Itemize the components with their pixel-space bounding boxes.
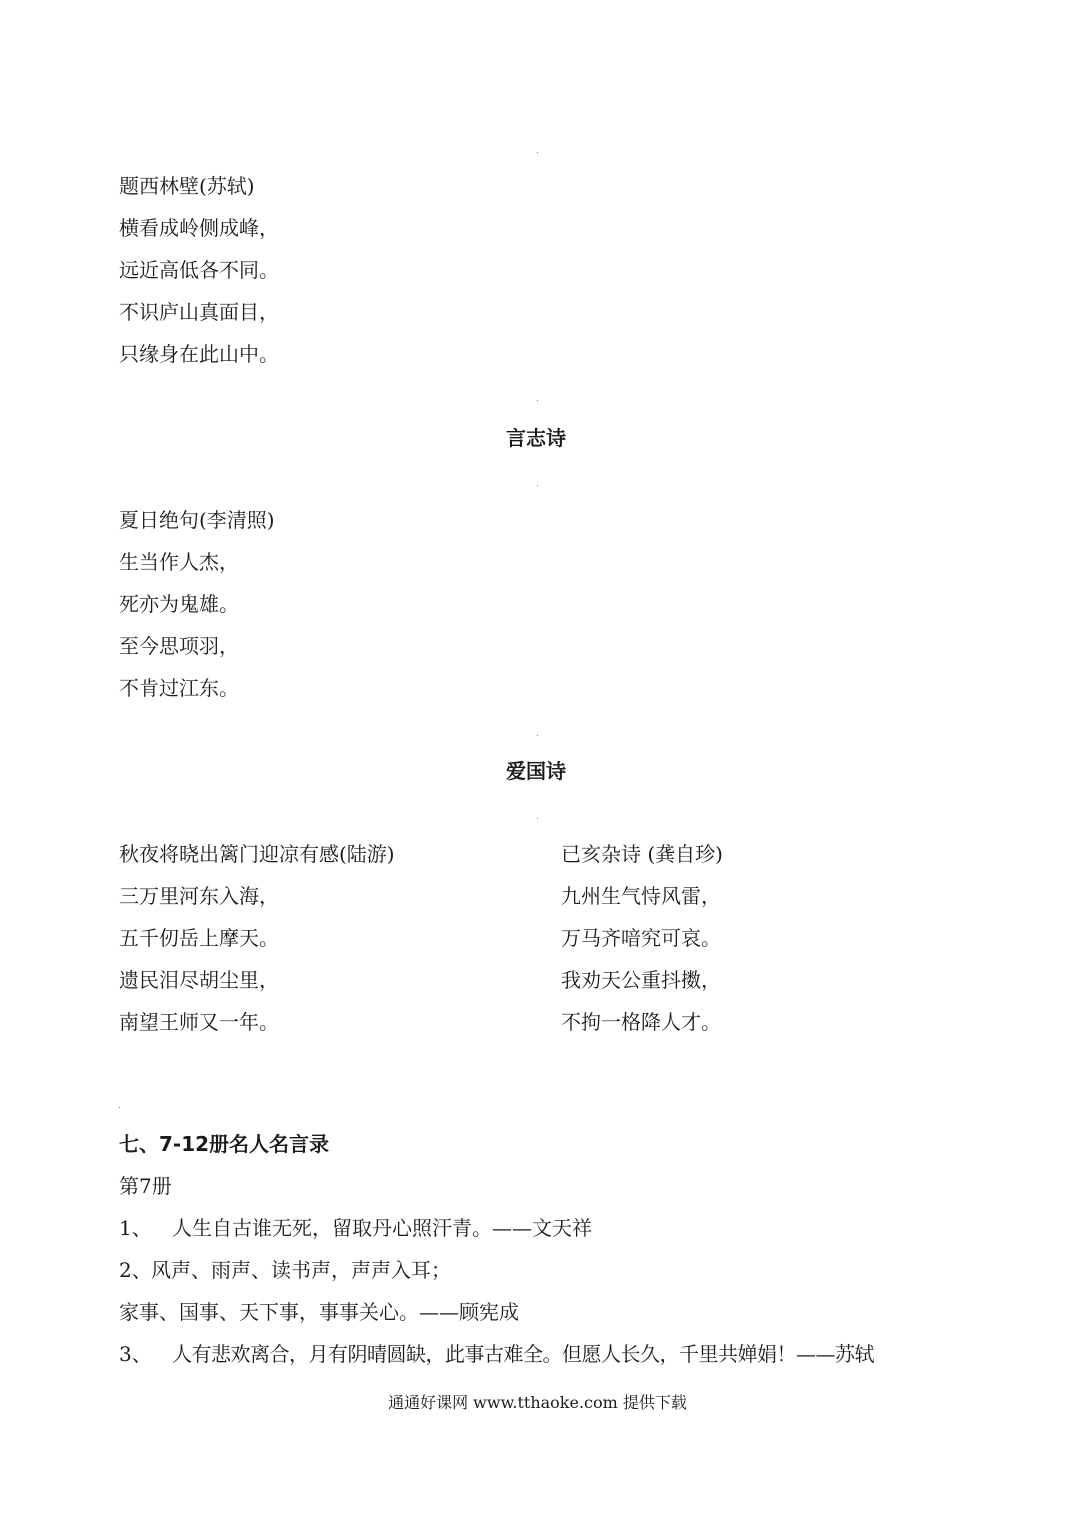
section-heading-yanzhi: 言志诗 [506,426,566,450]
quotes-section-title: 七、7-12册名人名言录 [119,1132,330,1156]
section-heading-aiguo: 爱国诗 [506,759,566,783]
poem-line: 遗民泪尽胡尘里， [119,968,279,992]
mark-dot [537,400,538,401]
poem-line: 不识庐山真面目， [119,300,279,324]
volume-label: 第7册 [119,1174,172,1198]
poem-line: 三万里河东入海， [119,884,279,908]
poem-line: 远近高低各不同。 [119,258,279,282]
mark-dot [537,735,538,736]
poem-title: 题西林壁(苏轼) [119,174,255,198]
poem-line: 万马齐喑究可哀。 [561,926,721,950]
quote-text: 人生自古谁无死，留取丹心照汗青。——文天祥 [172,1216,592,1240]
quote-text: 家事、国事、天下事，事事关心。——顾宪成 [119,1300,519,1324]
poem-title: 已亥杂诗 (龚自珍) [561,842,723,866]
quote-text: 风声、雨声、读书声，声声入耳； [151,1258,451,1282]
poem-line: 不拘一格降人才。 [561,1010,721,1034]
quote-number: 2、 [119,1258,152,1282]
poem-title: 夏日绝句(李清照) [119,508,275,532]
poem-line: 我劝天公重抖擞， [561,968,721,992]
poem-line: 五千仞岳上摩天。 [119,926,279,950]
poem-line: 横看成岭侧成峰， [119,216,279,240]
poem-line: 南望王师又一年。 [119,1010,279,1034]
poem-line: 只缘身在此山中。 [119,342,279,366]
mark-dot [537,485,538,486]
footer-credit: 通通好课网 www.tthaoke.com 提供下载 [388,1393,687,1412]
mark-dot [537,818,538,819]
poem-line: 生当作人杰， [119,550,239,574]
poem-line: 死亦为鬼雄。 [119,592,239,616]
poem-line: 九州生气恃风雷， [561,884,721,908]
quote-number: 1、 [119,1216,152,1240]
poem-title: 秋夜将晓出篱门迎凉有感(陆游) [119,842,395,866]
quote-number: 3、 [119,1342,152,1366]
poem-line: 至今思项羽， [119,634,239,658]
poem-line: 不肯过江东。 [119,676,239,700]
quote-text: 人有悲欢离合，月有阴晴圆缺，此事古难全。但愿人长久，千里共婵娟！——苏轼 [172,1342,874,1366]
mark-dot [537,152,538,153]
mark-dot [119,1107,120,1108]
